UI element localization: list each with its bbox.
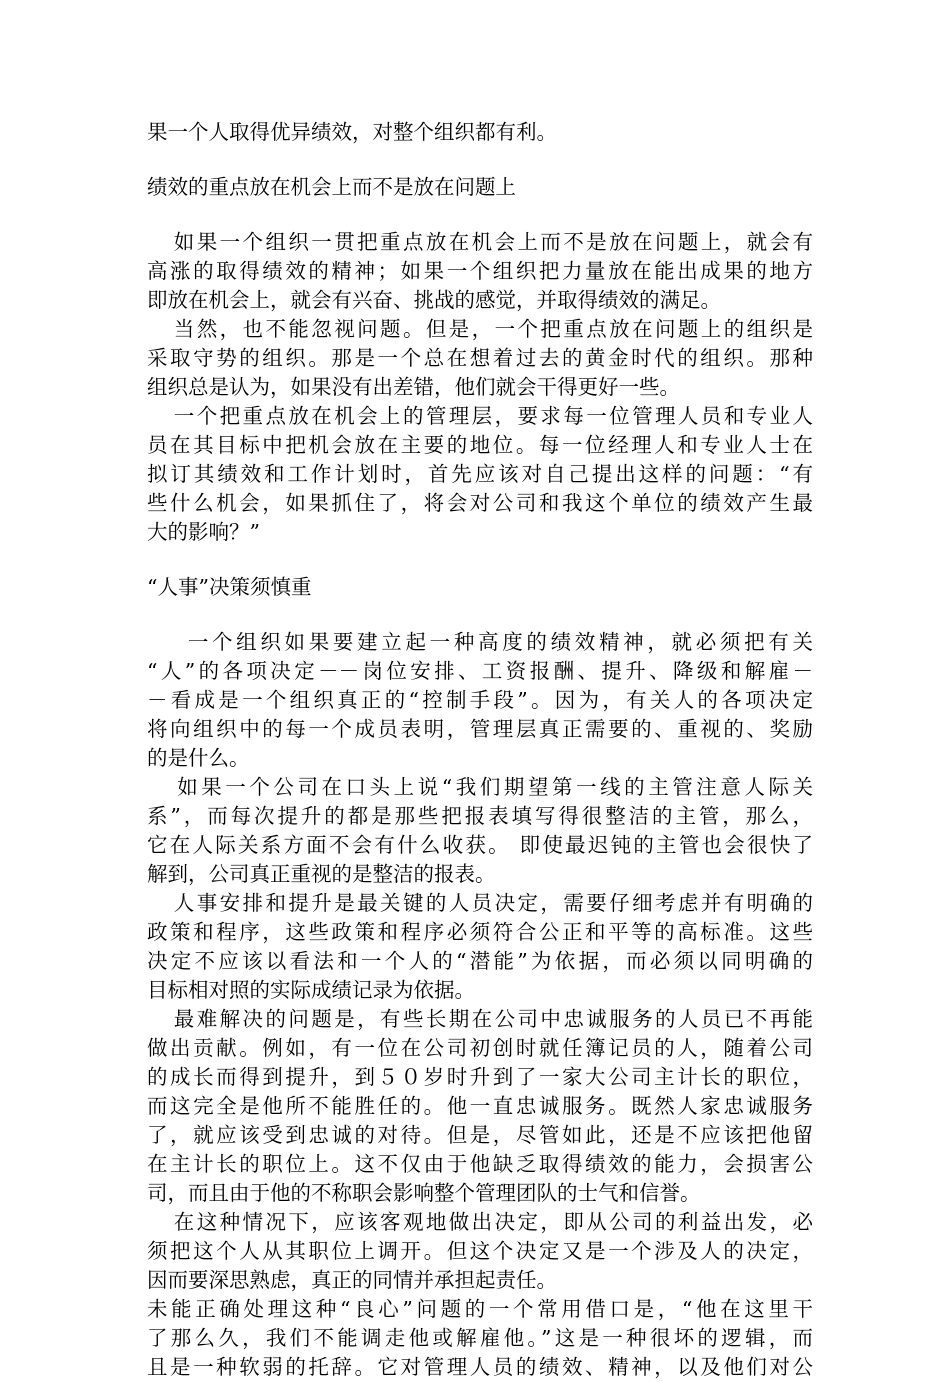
paragraph	[147, 1208, 813, 1295]
text-line: 员在其目标中把机会放在主要的地位。每一位经理人和专业人士在	[147, 433, 813, 457]
text-line: 采取守势的组织。那是一个总在想着过去的黄金时代的组织。那种	[147, 346, 813, 370]
text-line: 政策和程序，这些政策和程序必须符合公正和平等的高标准。这些	[147, 920, 813, 944]
text-line: 的成长而得到提升，到５０岁时升到了一家大公司主计长的职位，	[147, 1065, 813, 1089]
text-line: 的是什么。	[147, 746, 250, 770]
text-line: 司，而且由于他的不称职会影响整个管理团队的士气和信誉。	[147, 1181, 701, 1205]
text-line: 而这完全是他所不能胜任的。他一直忠诚服务。既然人家忠诚服务	[147, 1094, 813, 1118]
text-line: 人事安排和提升是最关键的人员决定，需要仔细考虑并有明确的	[147, 891, 813, 915]
text-line: 了那么久，我们不能调走他或解雇他。”这是一种很坏的逻辑，而	[147, 1326, 813, 1350]
text-line: 一个组织如果要建立起一种高度的绩效精神，就必须把有关	[147, 630, 813, 654]
text-line: 将向组织中的每一个成员表明，管理层真正需要的、重视的、奖励	[147, 717, 813, 741]
text-line: 未能正确处理这种“良心”问题的一个常用借口是，“他在这里干	[147, 1297, 813, 1321]
text-line: 即放在机会上，就会有兴奋、挑战的感觉，并取得绩效的满足。	[147, 288, 721, 312]
text-line: 它在人际关系方面不会有什么收获。 即使最迟钝的主管也会很快了	[147, 833, 813, 857]
paragraph	[147, 889, 813, 1005]
paragraph	[147, 1295, 813, 1382]
paragraph	[147, 402, 813, 547]
text-line: 因而要深思熟虑，真正的同情并承担起责任。	[147, 1268, 557, 1292]
text-line: 果一个人取得优异绩效，对整个组织都有利。	[147, 120, 557, 144]
paragraph	[147, 628, 813, 773]
text-line: 组织总是认为，如果没有出差错，他们就会干得更好一些。	[147, 375, 680, 399]
text-line: －看成是一个组织真正的“控制手段”。因为，有关人的各项决定	[147, 688, 813, 712]
paragraph	[147, 1005, 813, 1208]
text-line: 决定不应该以看法和一个人的“潜能”为依据，而必须以同明确的	[147, 949, 813, 973]
text-line: 目标相对照的实际成绩记录为依据。	[147, 978, 475, 1002]
text-line: “人”的各项决定－－岗位安排、工资报酬、提升、降级和解雇－	[147, 659, 813, 683]
text-line: 拟订其绩效和工作计划时，首先应该对自己提出这样的问题：“有	[147, 462, 813, 486]
paragraph	[147, 315, 813, 402]
text-line: 当然，也不能忽视问题。但是，一个把重点放在问题上的组织是	[147, 317, 813, 341]
text-line: 大的影响？”	[147, 520, 260, 544]
paragraph	[147, 228, 813, 315]
text-line: 了，就应该受到忠诚的对待。但是，尽管如此，还是不应该把他留	[147, 1123, 813, 1147]
paragraph	[147, 773, 813, 889]
text-line: 如果一个公司在口头上说“我们期望第一线的主管注意人际关	[147, 775, 813, 799]
section-heading: “人事”决策须慎重	[147, 575, 312, 599]
text-line: 些什么机会，如果抓住了，将会对公司和我这个单位的绩效产生最	[147, 491, 813, 515]
text-line: 做出贡献。例如，有一位在公司初创时就任簿记员的人，随着公司	[147, 1036, 813, 1060]
text-line: 高涨的取得绩效的精神；如果一个组织把力量放在能出成果的地方	[147, 259, 813, 283]
text-line: 在这种情况下，应该客观地做出决定，即从公司的利益出发，必	[147, 1210, 813, 1234]
document-page	[147, 118, 813, 1382]
text-line: 最难解决的问题是，有些长期在公司中忠诚服务的人员已不再能	[147, 1007, 813, 1031]
text-line: 在主计长的职位上。这不仅由于他缺乏取得绩效的能力，会损害公	[147, 1152, 813, 1176]
text-line: 一个把重点放在机会上的管理层，要求每一位管理人员和专业人	[147, 404, 813, 428]
section-heading: 绩效的重点放在机会上而不是放在问题上	[147, 175, 516, 199]
paragraph	[147, 118, 813, 147]
text-line: 系”，而每次提升的都是那些把报表填写得很整洁的主管，那么，	[147, 804, 813, 828]
text-line: 须把这个人从其职位上调开。但这个决定又是一个涉及人的决定，	[147, 1239, 813, 1263]
text-line: 解到，公司真正重视的是整洁的报表。	[147, 862, 496, 886]
text-line: 且是一种软弱的托辞。它对管理人员的绩效、精神，以及他们对公	[147, 1355, 813, 1379]
text-line: 如果一个组织一贯把重点放在机会上而不是放在问题上，就会有	[147, 230, 813, 254]
